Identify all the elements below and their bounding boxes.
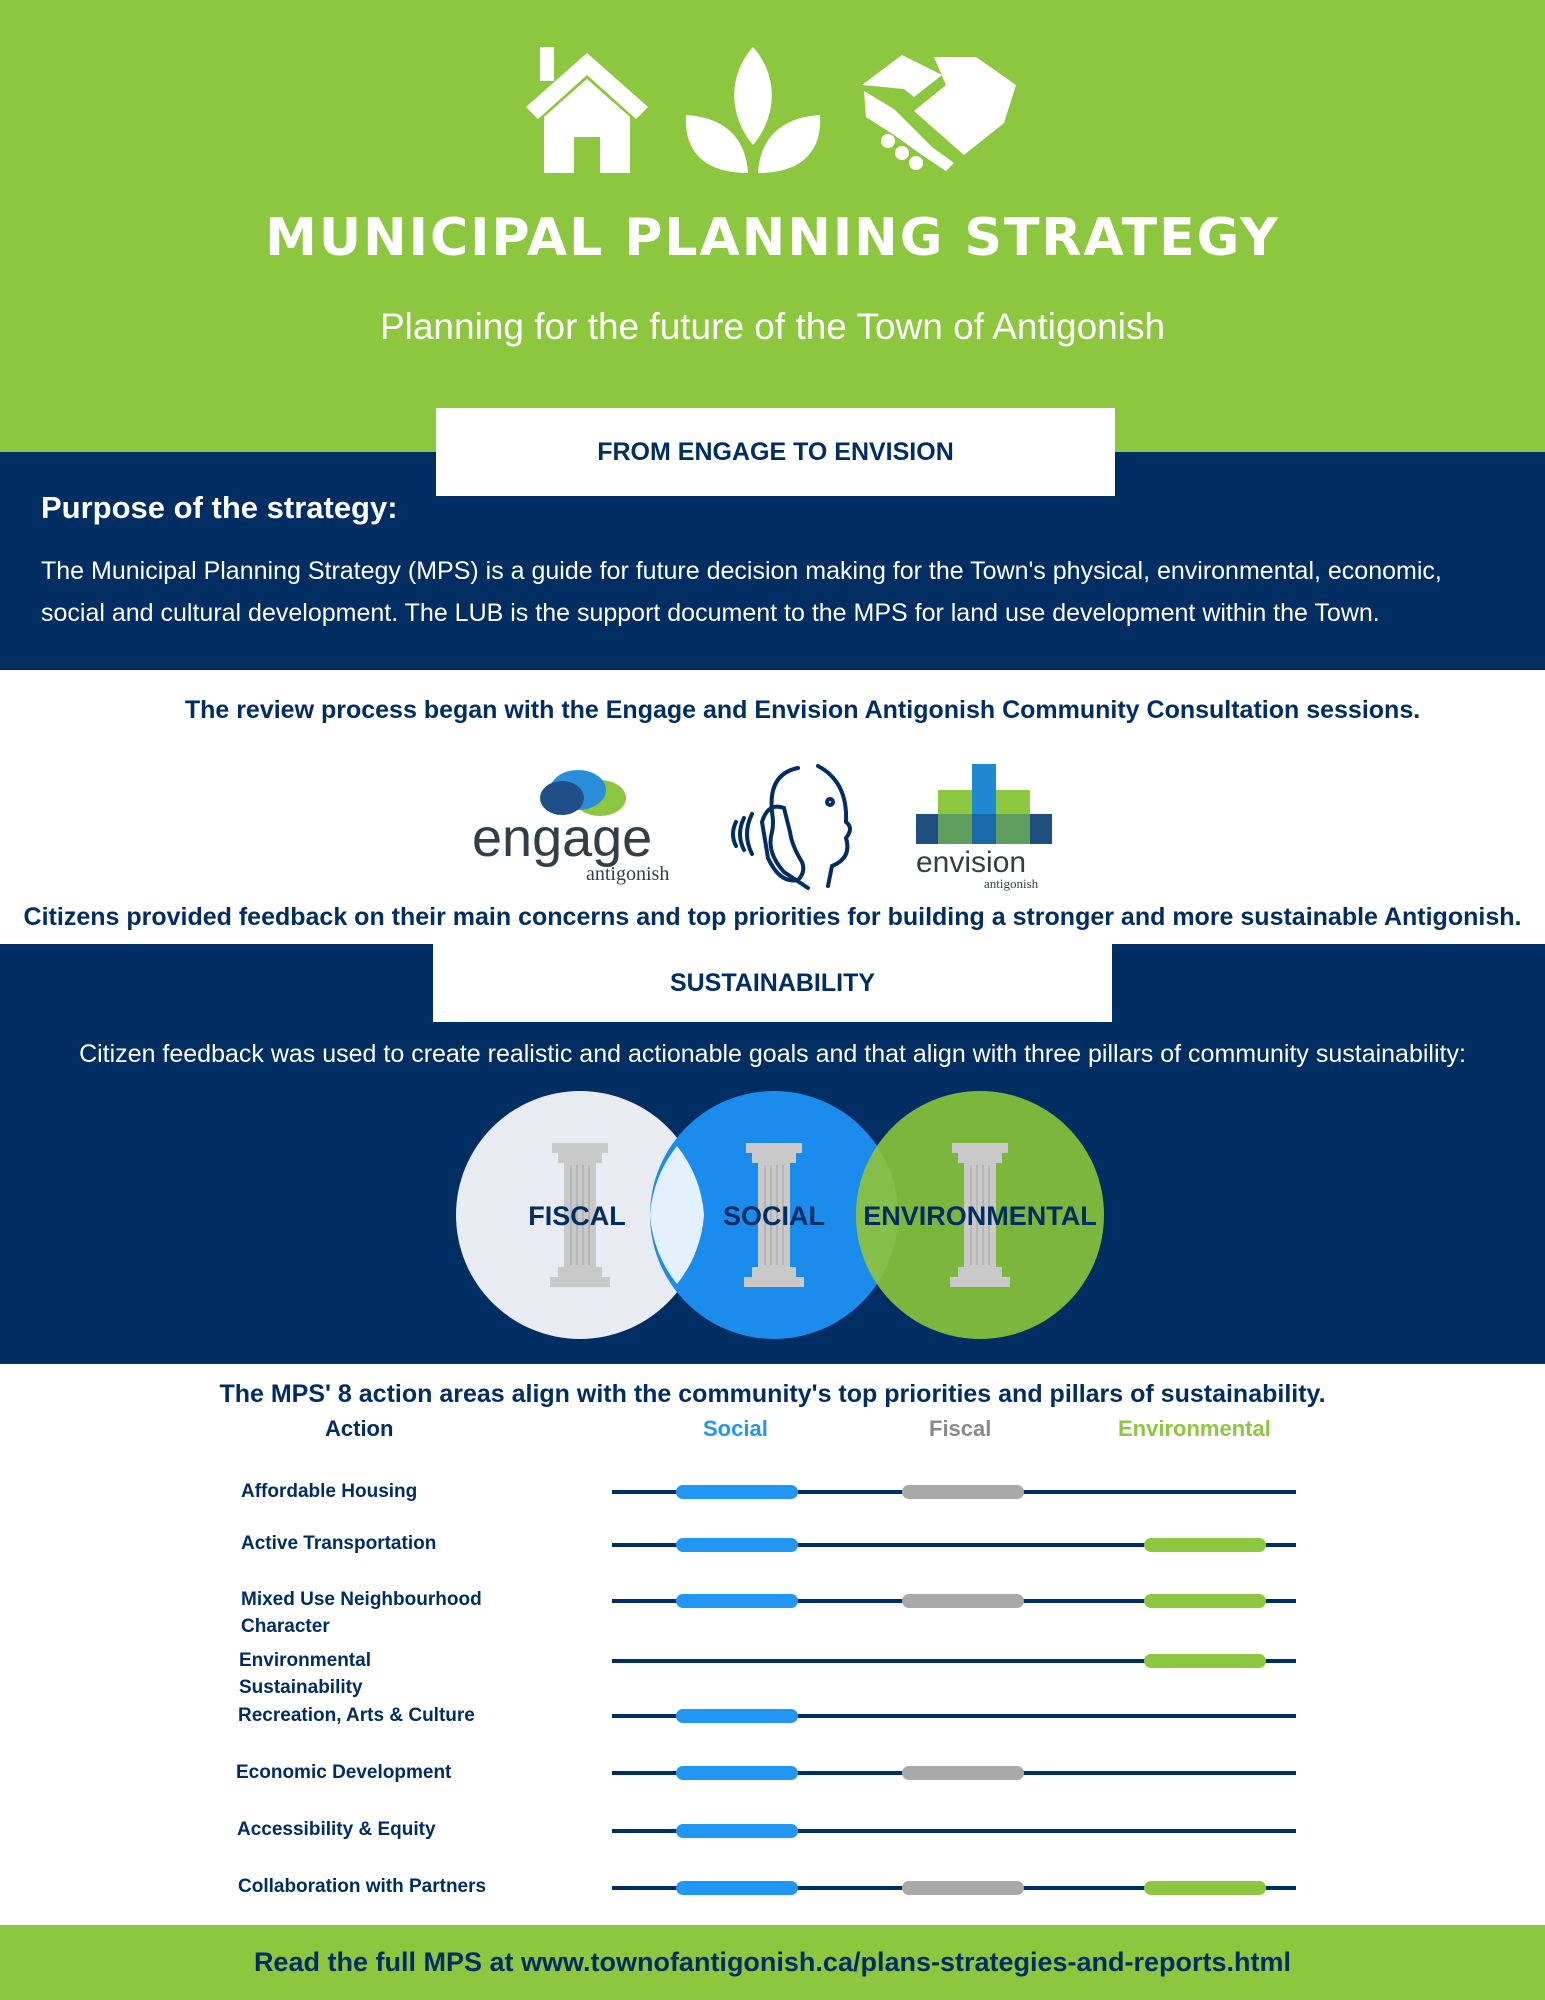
listening-ear-icon xyxy=(728,762,858,892)
action-row-label: Economic Development xyxy=(236,1762,452,1783)
envision-subtext: antigonish xyxy=(984,876,1039,891)
envision-logo xyxy=(914,762,1054,892)
pillar-fiscal-label: FISCAL xyxy=(528,1201,626,1231)
purpose-text: The Municipal Planning Strategy (MPS) is a guide for future decision making for the Town's physical, environmental, economic, social and cultural development. The LUB is the support document to the MPS for land use development within the Town. xyxy=(41,557,1442,627)
fiscal-alignment-bar xyxy=(902,1485,1024,1499)
engage-wordmark: engage xyxy=(472,808,653,868)
review-text: The review process began with the Engage and Envision Antigonish Community Consultation sessions. xyxy=(184,696,1421,724)
action-row-label: Environmental Sustainability xyxy=(239,1650,371,1698)
engage-subtext: antigonish xyxy=(586,863,670,885)
social-alignment-bar xyxy=(676,1538,798,1552)
column-header-fiscal: Fiscal xyxy=(929,1416,992,1441)
environmental-alignment-bar xyxy=(1144,1594,1266,1608)
action-row-label: Mixed Use Neighbourhood Character xyxy=(241,1589,482,1637)
pillar-environmental-label: ENVIRONMENTAL xyxy=(863,1201,1097,1231)
page-subtitle: Planning for the future of the Town of Antigonish xyxy=(379,306,1166,347)
column-header-action: Action xyxy=(325,1416,394,1441)
social-alignment-bar xyxy=(676,1709,798,1723)
fiscal-alignment-bar xyxy=(902,1881,1024,1895)
fiscal-alignment-bar xyxy=(902,1594,1024,1608)
matrix-heading: The MPS' 8 action areas align with the community's top priorities and pillars of sustainability. xyxy=(219,1380,1326,1408)
house-icon xyxy=(522,45,652,175)
action-row-track xyxy=(612,1659,1296,1663)
sustainability-text: Citizen feedback was used to create realistic and actionable goals and that align with three pillars of community sustainability: xyxy=(79,1040,1466,1068)
column-header-social: Social xyxy=(703,1416,768,1441)
sustainability-tag: SUSTAINABILITY xyxy=(433,944,1112,1022)
envision-wordmark: envision xyxy=(916,846,1027,879)
action-row-track xyxy=(612,1771,1296,1775)
action-row-track xyxy=(612,1829,1296,1833)
citizens-text: Citizens provided feedback on their main concerns and top priorities for building a stronger and more sustainable Antigonish. xyxy=(23,903,1522,931)
engage-logo xyxy=(468,768,698,888)
handshake-icon xyxy=(854,45,1024,175)
social-alignment-bar xyxy=(676,1594,798,1608)
engage-section-tag: FROM ENGAGE TO ENVISION xyxy=(436,408,1115,496)
action-row-label: Accessibility & Equity xyxy=(237,1819,436,1840)
environmental-alignment-bar xyxy=(1144,1654,1266,1668)
column-header-environmental: Environmental xyxy=(1118,1416,1271,1441)
action-row-label: Affordable Housing xyxy=(241,1481,418,1502)
fiscal-alignment-bar xyxy=(902,1766,1024,1780)
sustainability-venn xyxy=(440,1080,1120,1350)
social-alignment-bar xyxy=(676,1485,798,1499)
header-icons xyxy=(0,45,1545,185)
action-row-label: Collaboration with Partners xyxy=(238,1876,487,1897)
social-alignment-bar xyxy=(676,1766,798,1780)
purpose-heading: Purpose of the strategy: xyxy=(41,490,398,525)
footer-link-text[interactable]: Read the full MPS at www.townofantigonish.ca/plans-strategies-and-reports.html xyxy=(0,1925,1545,2000)
action-row-label: Recreation, Arts & Culture xyxy=(238,1705,475,1726)
leaves-icon xyxy=(678,45,828,175)
action-row-track xyxy=(612,1886,1296,1890)
action-row-track xyxy=(612,1543,1296,1547)
social-alignment-bar xyxy=(676,1824,798,1838)
social-alignment-bar xyxy=(676,1881,798,1895)
environmental-alignment-bar xyxy=(1144,1881,1266,1895)
pillar-social-label: SOCIAL xyxy=(722,1201,826,1231)
page-title: MUNICIPAL PLANNING STRATEGY xyxy=(265,208,1280,268)
action-row-label: Active Transportation xyxy=(241,1533,437,1554)
environmental-alignment-bar xyxy=(1144,1538,1266,1552)
action-row-track xyxy=(612,1599,1296,1603)
action-row-track xyxy=(612,1714,1296,1718)
action-row-track xyxy=(612,1490,1296,1494)
